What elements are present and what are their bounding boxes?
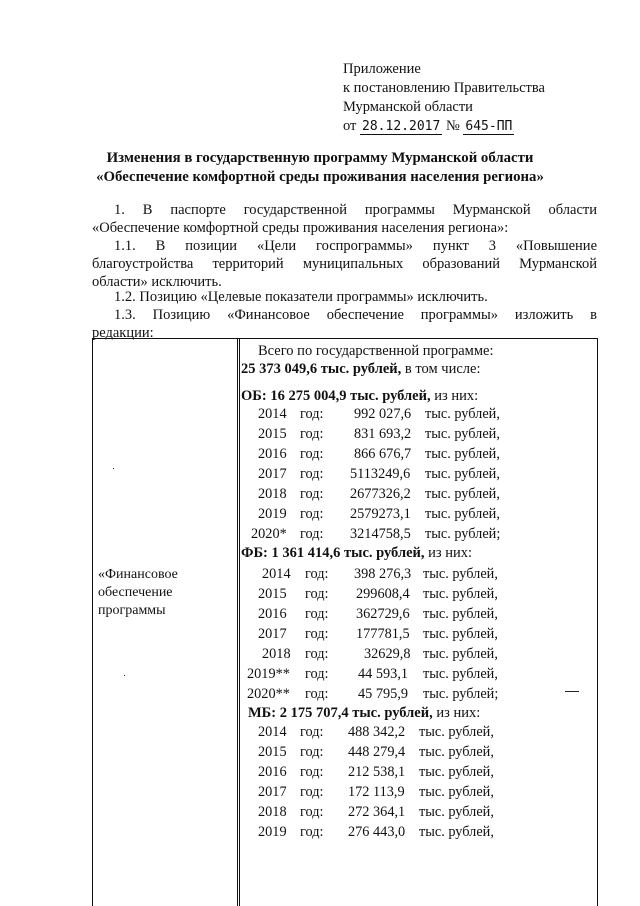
date-prefix: от [343, 118, 357, 134]
total-suffix: в том числе: [401, 361, 481, 377]
mb-header [248, 704, 480, 722]
position-label [98, 566, 238, 620]
total-line [241, 360, 480, 378]
god-label: год: [300, 784, 324, 800]
fb-total: ФБ: 1 361 414,6 тыс. рублей, [241, 545, 425, 561]
appendix-date-line [343, 117, 545, 136]
god-label: год: [300, 486, 324, 502]
unit-label: тыс. рублей, [423, 646, 498, 662]
title-line-1: Изменения в государственную программу Мурманской области [106, 150, 534, 166]
unit-label: тыс. рублей, [423, 626, 498, 642]
god-label: год: [300, 526, 324, 542]
fb-year: 2016 [258, 606, 287, 622]
god-label: год: [305, 606, 329, 622]
mb-value: 272 364,1 [348, 804, 406, 820]
fb-year: 2019** [247, 666, 290, 682]
mb-value: 488 342,2 [348, 724, 406, 740]
appendix-line-2: к постановлению Правительства [343, 80, 545, 96]
unit-label: тыс. рублей, [419, 824, 494, 840]
unit-label: тыс. рублей; [423, 686, 499, 702]
fb-year: 2015 [258, 586, 287, 602]
mb-year: 2014 [258, 724, 287, 740]
ob-year: 2015 [258, 426, 287, 442]
mb-suffix: из них: [432, 705, 481, 721]
p4-line-2: редакции: [92, 325, 154, 341]
finance-table [92, 338, 598, 906]
unit-label: тыс. рублей, [419, 804, 494, 820]
number-prefix: № [445, 118, 460, 134]
mb-value: 172 113,9 [348, 784, 405, 800]
god-label: год: [305, 586, 329, 602]
fb-suffix: из них: [424, 545, 473, 561]
p3-line: 1.2. Позицию «Целевые показатели программы» исключить. [114, 289, 488, 305]
unit-label: тыс. рублей, [425, 426, 500, 442]
ob-value: 3214758,5 [350, 526, 411, 542]
scan-mark [565, 691, 579, 692]
fb-value: 177781,5 [356, 626, 410, 642]
god-label: год: [300, 804, 324, 820]
fb-year: 2018 [262, 646, 291, 662]
paragraph-1-1 [92, 237, 597, 291]
ob-value: 2677326,2 [350, 486, 411, 502]
ob-value: 866 676,7 [354, 446, 412, 462]
table-column-divider-inner [239, 339, 240, 906]
ob-total: ОБ: 16 275 004,9 тыс. рублей, [241, 388, 431, 404]
ob-year: 2019 [258, 506, 287, 522]
fb-header [241, 544, 472, 562]
decree-date: 28.12.2017 [362, 119, 441, 134]
mb-year: 2018 [258, 804, 287, 820]
p2-line-1: 1.1. В позиции «Цели госпрограммы» пункт 3 «Повышение [114, 238, 597, 254]
fb-value: 32629,8 [364, 646, 411, 662]
appendix-block [343, 60, 545, 136]
mb-value: 276 443,0 [348, 824, 406, 840]
god-label: год: [300, 406, 324, 422]
paragraph-1-3 [92, 306, 597, 342]
position-label-line-3: программы [98, 603, 166, 618]
unit-label: тыс. рублей, [425, 486, 500, 502]
unit-label: тыс. рублей; [425, 526, 501, 542]
god-label: год: [300, 824, 324, 840]
document-title [0, 149, 640, 187]
position-label-line-2: обеспечение [98, 585, 173, 600]
ob-year: 2016 [258, 446, 287, 462]
god-label: год: [300, 446, 324, 462]
total-value: 25 373 049,6 тыс. рублей, [241, 361, 402, 377]
god-label: год: [300, 744, 324, 760]
ob-value: 5113249,6 [350, 466, 411, 482]
fb-value: 362729,6 [356, 606, 410, 622]
decree-number: 645-ПП [465, 119, 513, 134]
ob-year: 2018 [258, 486, 287, 502]
p4-line-1: 1.3. Позицию «Финансовое обеспечение программы» изложить в [114, 307, 597, 323]
mb-value: 212 538,1 [348, 764, 406, 780]
p2-line-3: области» исключить. [92, 274, 222, 290]
appendix-line-1: Приложение [343, 61, 421, 77]
mb-year: 2015 [258, 744, 287, 760]
unit-label: тыс. рублей, [423, 566, 498, 582]
mb-total: МБ: 2 175 707,4 тыс. рублей, [248, 705, 433, 721]
unit-label: тыс. рублей, [423, 606, 498, 622]
unit-label: тыс. рублей, [425, 466, 500, 482]
scan-mark [124, 675, 125, 676]
ob-year: 2017 [258, 466, 287, 482]
paragraph-1 [92, 201, 597, 237]
appendix-line-3: Мурманской области [343, 99, 473, 115]
p1-line-1: 1. В паспорте государственной программы Мурманской области [114, 202, 597, 218]
ob-value: 831 693,2 [354, 426, 412, 442]
ob-year: 2020* [251, 526, 287, 542]
god-label: год: [300, 466, 324, 482]
ob-header [241, 387, 478, 405]
p1-line-2: «Обеспечение комфортной среды проживания населения региона»: [92, 220, 509, 236]
unit-label: тыс. рублей, [425, 446, 500, 462]
fb-value: 299608,4 [356, 586, 410, 602]
fb-value: 44 593,1 [358, 666, 409, 682]
unit-label: тыс. рублей, [419, 764, 494, 780]
mb-year: 2016 [258, 764, 287, 780]
unit-label: тыс. рублей, [419, 724, 494, 740]
unit-label: тыс. рублей, [425, 506, 500, 522]
god-label: год: [305, 666, 329, 682]
title-line-2: «Обеспечение комфортной среды проживания населения региона» [96, 169, 544, 185]
god-label: год: [300, 764, 324, 780]
scan-mark [113, 468, 114, 469]
unit-label: тыс. рублей, [419, 784, 494, 800]
god-label: год: [300, 724, 324, 740]
ob-suffix: из них: [430, 388, 479, 404]
god-label: год: [305, 626, 329, 642]
total-intro: Всего по государственной программе: [258, 343, 494, 359]
god-label: год: [300, 426, 324, 442]
fb-value: 398 276,3 [354, 566, 412, 582]
mb-value: 448 279,4 [348, 744, 406, 760]
ob-year: 2014 [258, 406, 287, 422]
mb-year: 2017 [258, 784, 287, 800]
god-label: год: [300, 506, 324, 522]
god-label: год: [305, 646, 329, 662]
god-label: год: [305, 566, 329, 582]
unit-label: тыс. рублей, [423, 666, 498, 682]
position-label-line-1: «Финансовое [98, 567, 178, 582]
fb-year: 2020** [247, 686, 290, 702]
paragraph-1-2 [92, 288, 597, 306]
god-label: год: [305, 686, 329, 702]
ob-value: 2579273,1 [350, 506, 411, 522]
unit-label: тыс. рублей, [423, 586, 498, 602]
ob-value: 992 027,6 [354, 406, 412, 422]
unit-label: тыс. рублей, [419, 744, 494, 760]
fb-year: 2017 [258, 626, 287, 642]
fb-year: 2014 [262, 566, 291, 582]
mb-year: 2019 [258, 824, 287, 840]
fb-value: 45 795,9 [358, 686, 409, 702]
table-column-divider [237, 339, 238, 906]
p2-line-2: благоустройства территорий муниципальных образований Мурманской [92, 256, 597, 272]
unit-label: тыс. рублей, [425, 406, 500, 422]
